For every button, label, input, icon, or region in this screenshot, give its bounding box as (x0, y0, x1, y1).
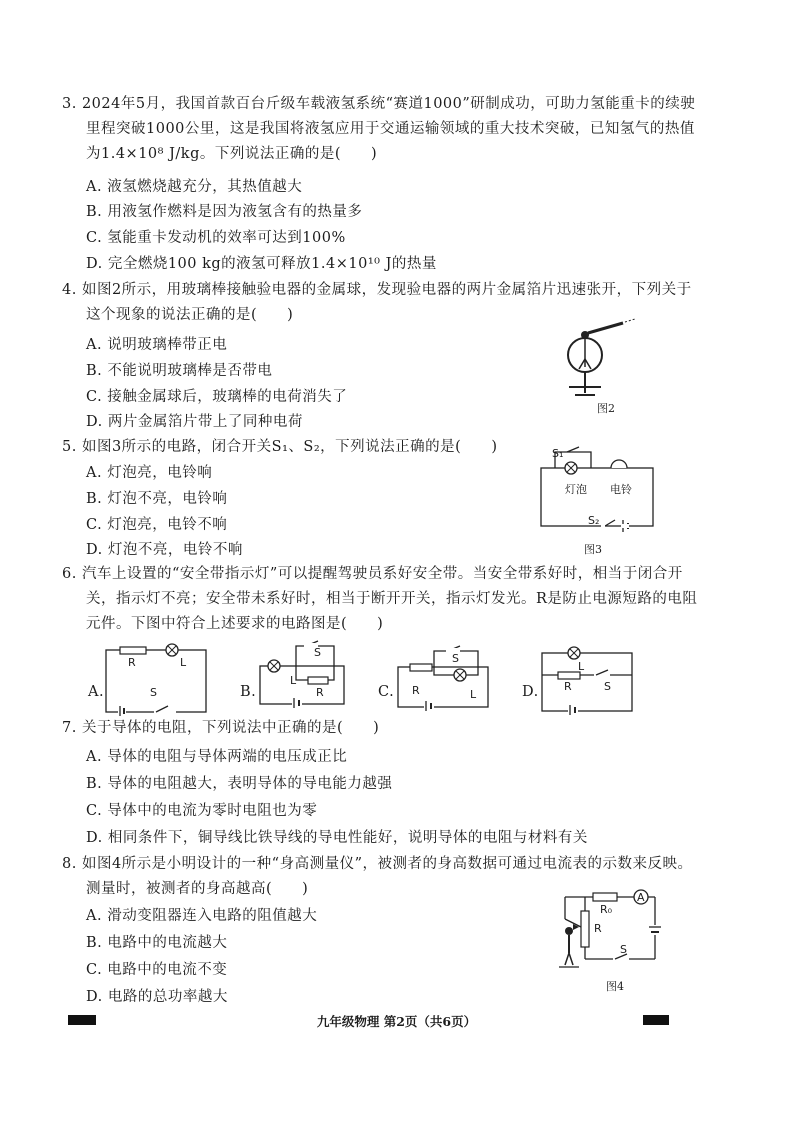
question-6-circuit-d-s: S (604, 680, 611, 693)
question-6-circuit-c (394, 645, 494, 713)
question-6-option-c-letter: C. (378, 684, 395, 700)
question-6-line-3: 元件。下图中符合上述要求的电路图是( ) (86, 616, 384, 632)
question-6-circuit-d-l: L (578, 660, 585, 673)
question-6-circuit-b-s: S (314, 646, 321, 659)
question-4-option-c: C. 接触金属球后，玻璃棒的电荷消失了 (86, 389, 348, 405)
question-7 (62, 716, 379, 741)
question-7-option-b: B. 导体的电阻越大，表明导体的导电能力越强 (86, 776, 393, 792)
question-6 (62, 562, 697, 637)
question-6-line-1: 6. 汽车上设置的“安全带指示灯”可以提醒驾驶员系好安全带。当安全带系好时，相当于闭合开 (62, 566, 683, 582)
question-6-option-d-letter: D. (522, 684, 539, 700)
question-6-line-2: 关，指示灯不亮；安全带未系好时，相当于断开开关，指示灯发光。R是防止电源短路的电阻 (86, 591, 698, 607)
question-6-circuit-a-l: L (180, 656, 187, 669)
question-4-option-a: A. 说明玻璃棒带正电 (86, 337, 228, 353)
question-5-option-b: B. 灯泡不亮，电铃响 (86, 491, 228, 507)
question-4-option-b: B. 不能说明玻璃棒是否带电 (86, 363, 273, 379)
question-8-option-a: A. 滑动变阻器连入电路的阻值越大 (86, 908, 318, 924)
question-6-option-b-letter: B. (240, 684, 257, 700)
question-5 (62, 435, 497, 460)
question-8-option-d: D. 电路的总功率越大 (86, 989, 228, 1005)
figure-2-electroscope (555, 315, 640, 410)
question-5-line-1: 5. 如图3所示的电路，闭合开关S₁、S₂，下列说法正确的是( ) (62, 439, 498, 455)
question-6-circuit-b (256, 640, 348, 710)
question-8-line-2: 测量时，被测者的身高越高( ) (86, 881, 309, 897)
question-4-line-1: 4. 如图2所示，用玻璃棒接触验电器的金属球，发现验电器的两片金属箔片迅速张开，下列关于 (62, 282, 692, 298)
question-8-line-1: 8. 如图4所示是小明设计的一种“身高测量仪”，被测者的身高数据可通过电流表的示数来反映。 (62, 856, 693, 872)
figure-4-ammeter-label: A (637, 891, 645, 904)
figure-4-s-label: S (620, 943, 627, 956)
figure-4-r0-label: R₀ (600, 903, 613, 916)
question-3-option-a: A. 液氢燃烧越充分，其热值越大 (86, 179, 303, 195)
question-3 (62, 92, 695, 167)
question-3-option-b: B. 用液氢作燃料是因为液氢含有的热量多 (86, 204, 363, 220)
question-6-circuit-a-r: R (128, 656, 136, 669)
question-6-circuit-d (538, 645, 638, 717)
question-7-line-1: 7. 关于导体的电阻，下列说法中正确的是( ) (62, 720, 380, 736)
question-6-circuit-c-s: S (452, 652, 459, 665)
question-7-option-a: A. 导体的电阻与导体两端的电压成正比 (86, 749, 348, 765)
figure-3-bulb-label: 灯泡 (565, 483, 587, 496)
question-6-option-a-letter: A. (88, 684, 105, 700)
figure-3-s1-label: S₁ (552, 447, 564, 460)
question-7-option-d: D. 相同条件下，铜导线比铁导线的导电性能好，说明导体的电阻与材料有关 (86, 830, 588, 846)
question-5-option-c: C. 灯泡亮，电铃不响 (86, 517, 228, 533)
figure-2-caption: 图2 (597, 402, 615, 415)
figure-4-r-label: R (594, 922, 602, 935)
question-6-circuit-c-l: L (470, 688, 477, 701)
question-6-circuit-c-r: R (412, 684, 420, 697)
question-6-circuit-a-s: S (150, 686, 157, 699)
question-4-line-2: 这个现象的说法正确的是( ) (86, 307, 294, 323)
figure-3-caption: 图3 (584, 543, 602, 556)
question-5-option-a: A. 灯泡亮，电铃响 (86, 465, 213, 481)
figure-3-s2-label: S₂ (588, 514, 600, 527)
figure-4-height-meter (555, 885, 670, 975)
question-3-option-d: D. 完全燃烧100 kg的液氢可释放1.4×10¹⁰ J的热量 (86, 256, 437, 272)
question-6-circuit-b-l: L (290, 674, 297, 687)
question-3-option-c: C. 氢能重卡发动机的效率可达到100% (86, 230, 346, 246)
question-6-circuit-b-r: R (316, 686, 324, 699)
question-6-circuit-d-r: R (564, 680, 572, 693)
question-3-line-3: 为1.4×10⁸ J/kg。下列说法正确的是( ) (86, 146, 378, 162)
question-3-line-1: 3. 2024年5月，我国首款百台斤级车载液氢系统“赛道1000”研制成功，可助力氢能重卡的续驶 (62, 96, 696, 112)
figure-4-caption: 图4 (606, 980, 624, 993)
footer-mark-right (643, 1015, 669, 1025)
question-7-option-c: C. 导体中的电流为零时电阻也为零 (86, 803, 318, 819)
figure-3-bell-label: 电铃 (610, 483, 632, 496)
question-6-circuit-a (102, 640, 212, 718)
question-5-option-d: D. 灯泡不亮，电铃不响 (86, 542, 243, 558)
question-3-line-2: 里程突破1000公里，这是我国将液氢应用于交通运输领域的重大技术突破，已知氢气的热值 (86, 121, 695, 137)
question-8-option-c: C. 电路中的电流不变 (86, 962, 228, 978)
page-footer: 九年级物理 第2页（共6页） (316, 1014, 477, 1029)
question-8-option-b: B. 电路中的电流越大 (86, 935, 228, 951)
question-4-option-d: D. 两片金属箔片带上了同种电荷 (86, 414, 303, 430)
